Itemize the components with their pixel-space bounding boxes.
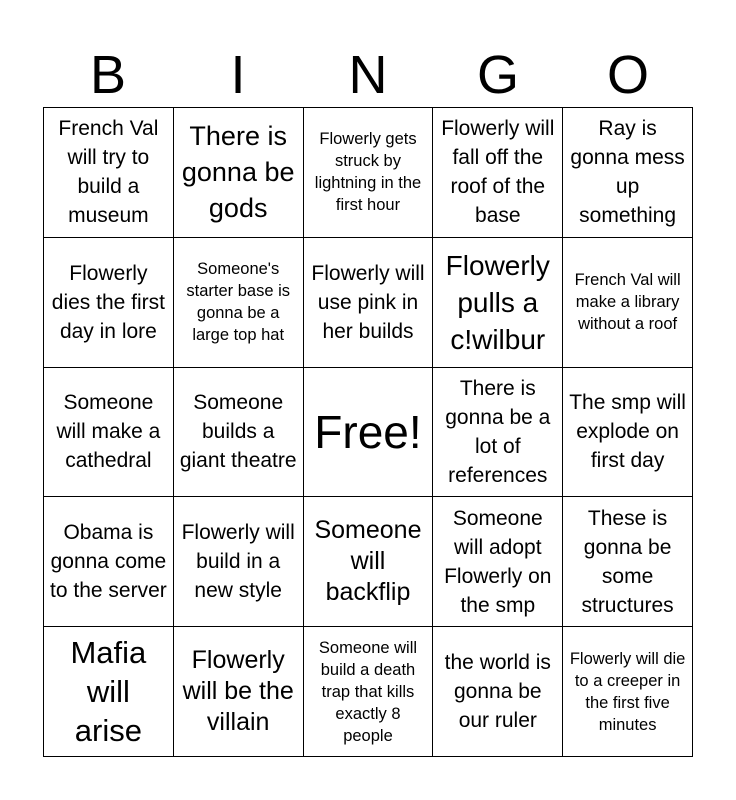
- cell-text: Obama is gonna come to the server: [50, 521, 167, 603]
- cell-text: These is gonna be some structures: [581, 506, 674, 617]
- cell-text: The smp will explode on first day: [569, 391, 686, 473]
- cell-text: Someone builds a giant theatre: [179, 391, 297, 473]
- cell-text: There is gonna be gods: [181, 121, 295, 224]
- cell-text: Someone will adopt Flowerly on the smp: [444, 506, 552, 617]
- cell-text: French Val will make a library without a roof: [574, 271, 681, 334]
- bingo-cell[interactable]: [433, 108, 563, 238]
- bingo-cell[interactable]: [44, 108, 174, 238]
- bingo-cell[interactable]: [174, 368, 304, 498]
- cell-text: Flowerly will use pink in her builds: [311, 261, 425, 343]
- bingo-cell[interactable]: [304, 627, 434, 757]
- cell-text: Mafia will arise: [70, 635, 147, 749]
- cell-text: Flowerly pulls a c!wilbur: [445, 249, 550, 355]
- bingo-cell[interactable]: [174, 497, 304, 627]
- bingo-cell[interactable]: [44, 238, 174, 368]
- bingo-cell[interactable]: [304, 497, 434, 627]
- bingo-cell[interactable]: [174, 108, 304, 238]
- cell-text: Flowerly dies the first day in lore: [51, 261, 165, 343]
- bingo-grid: [43, 107, 693, 757]
- cell-text: Someone's starter base is gonna be a large top hat: [186, 260, 290, 345]
- bingo-cell[interactable]: [44, 627, 174, 757]
- bingo-cell[interactable]: [174, 627, 304, 757]
- bingo-cell[interactable]: [433, 368, 563, 498]
- bingo-cell[interactable]: [563, 497, 693, 627]
- cell-text: Free!: [314, 405, 422, 458]
- cell-text: Flowerly will fall off the roof of the base: [441, 117, 555, 228]
- free-cell[interactable]: [304, 368, 434, 498]
- bingo-cell[interactable]: [44, 368, 174, 498]
- bingo-cell[interactable]: [304, 108, 434, 238]
- header-letter-b: B: [89, 45, 127, 105]
- bingo-cell[interactable]: [433, 627, 563, 757]
- cell-text: Ray is gonna mess up something: [570, 117, 685, 228]
- cell-text: the world is gonna be our ruler: [444, 651, 551, 733]
- cell-text: Flowerly will die to a creeper in the first five minutes: [569, 649, 686, 734]
- cell-text: Flowerly gets struck by lightning in the first hour: [314, 130, 422, 215]
- cell-text: French Val will try to build a museum: [58, 117, 159, 228]
- header-letter-i: I: [230, 45, 246, 105]
- bingo-cell[interactable]: [563, 108, 693, 238]
- bingo-cell[interactable]: [174, 238, 304, 368]
- bingo-cell[interactable]: [563, 627, 693, 757]
- header-letter-n: N: [348, 45, 388, 105]
- cell-text: There is gonna be a lot of references: [445, 376, 551, 487]
- bingo-cell[interactable]: [44, 497, 174, 627]
- cell-text: Flowerly will be the villain: [182, 646, 294, 737]
- bingo-cell[interactable]: [433, 497, 563, 627]
- bingo-cell[interactable]: [433, 238, 563, 368]
- bingo-header: [43, 44, 693, 106]
- header-letter-g: G: [476, 45, 519, 105]
- cell-text: Flowerly will build in a new style: [181, 521, 295, 603]
- cell-text: Someone will make a cathedral: [56, 391, 161, 473]
- bingo-cell[interactable]: [563, 238, 693, 368]
- cell-text: Someone will build a death trap that kills exactly 8 people: [318, 638, 418, 745]
- cell-text: Someone will backflip: [314, 516, 422, 607]
- bingo-cell[interactable]: [304, 238, 434, 368]
- bingo-cell[interactable]: [563, 368, 693, 498]
- header-letter-o: O: [606, 45, 649, 105]
